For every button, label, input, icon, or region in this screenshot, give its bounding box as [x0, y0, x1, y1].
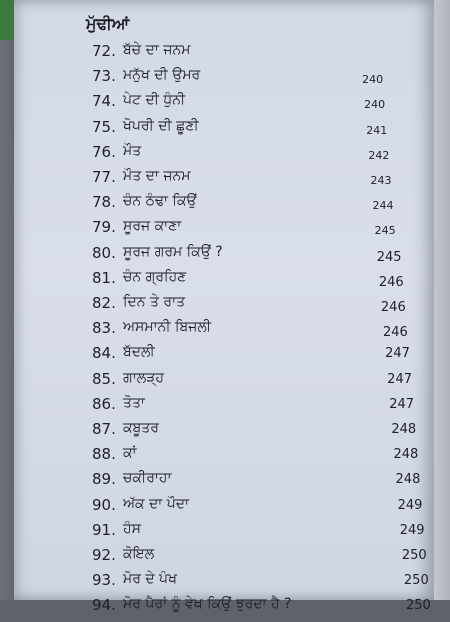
- toc-entry: [0, 193, 450, 219]
- entry-title: ਮੌਤ ਦਾ ਜਨਮ: [123, 168, 191, 184]
- entry-title: ਹੰਸ: [123, 520, 141, 537]
- entry-page-number: 248: [391, 422, 417, 437]
- entry-title: ਮੋਰ ਦੇ ਪੰਖ: [123, 571, 177, 588]
- entry-number: 76.: [92, 142, 116, 161]
- entry-page-number: 245: [376, 249, 402, 265]
- entry-number: 83.: [92, 319, 116, 338]
- entry-title: ਬੱਦਲੀ: [123, 344, 155, 361]
- toc-entry: [0, 168, 450, 194]
- entry-title: ਮੌਤ: [123, 142, 142, 159]
- entry-number: 75.: [92, 117, 116, 136]
- entry-page-number: 246: [383, 325, 408, 341]
- entry-number: 80.: [92, 243, 116, 262]
- entry-title: ਅੱਕ ਦਾ ਪੌਦਾ: [123, 495, 190, 512]
- toc-entry: [0, 496, 450, 522]
- toc-entry: [0, 92, 450, 118]
- entry-title: ਚੰਨ ਠੰਢਾ ਕਿਉਂ: [123, 193, 197, 210]
- entry-number: 87.: [92, 420, 116, 438]
- toc-entry: [0, 344, 450, 370]
- toc-entry: [0, 269, 450, 295]
- entry-page-number: 250: [406, 598, 431, 614]
- entry-page-number: 243: [370, 174, 392, 187]
- entry-title: ਖੋਪਰੀ ਦੀ ਛੂਣੀ: [123, 117, 199, 134]
- entry-number: 91.: [92, 520, 116, 539]
- entry-number: 82.: [92, 294, 116, 312]
- entry-number: 74.: [92, 92, 116, 111]
- entry-page-number: 246: [378, 274, 404, 290]
- entry-page-number: 242: [368, 148, 390, 162]
- entry-number: 89.: [92, 470, 116, 489]
- entry-number: 94.: [92, 596, 116, 615]
- entry-page-number: 247: [389, 396, 415, 412]
- entry-title: ਸੂਰਜ ਕਾਣਾ: [123, 218, 182, 235]
- section-header: ਮੁੱਢੀਆਂ: [86, 14, 130, 33]
- entry-page-number: 249: [397, 497, 423, 513]
- entry-number: 85.: [92, 369, 116, 388]
- toc-entry: [0, 294, 450, 320]
- entry-title: ਪੇਟ ਦੀ ਧੁੰਨੀ: [123, 92, 186, 109]
- entry-number: 90.: [92, 495, 116, 514]
- entry-page-number: 240: [362, 73, 384, 87]
- entry-title: ਅਸਮਾਨੀ ਬਿਜਲੀ: [123, 319, 212, 336]
- entry-page-number: 250: [401, 548, 427, 563]
- toc-entry: [0, 244, 450, 270]
- entry-title: ਬੱਚੇ ਦਾ ਜਨਮ: [123, 42, 191, 58]
- toc-entry: [0, 395, 450, 421]
- toc-entry: [0, 571, 450, 597]
- entry-title: ਤੋਤਾ: [123, 394, 145, 411]
- entry-page-number: 249: [399, 522, 425, 538]
- entry-page-number: 250: [403, 573, 429, 589]
- entry-page-number: 246: [380, 300, 406, 315]
- entry-number: 84.: [92, 344, 116, 363]
- entry-title: ਮੋਰ ਪੈਰਾਂ ਨੂੰ ਵੇਖ ਕਿਉਂ ਝੁਰਦਾ ਹੈ ?: [123, 596, 292, 613]
- entry-page-number: 248: [393, 447, 419, 463]
- entry-number: 73.: [92, 67, 116, 86]
- entry-title: ਮਨੁੱਖ ਦੀ ਉਮਰ: [123, 67, 201, 84]
- entry-page-number: 244: [372, 199, 394, 213]
- toc-entry: [0, 118, 450, 144]
- toc-entry: [0, 546, 450, 572]
- entry-page-number: 240: [364, 98, 386, 112]
- toc-entry: [0, 370, 450, 396]
- toc-entry: [0, 319, 450, 345]
- entry-number: 81.: [92, 268, 116, 287]
- entry-number: 72.: [92, 42, 116, 60]
- entry-number: 78.: [92, 193, 116, 212]
- entry-title: ਚਕੀਰਾਹਾ: [123, 470, 172, 487]
- entry-title: ਦਿਨ ਤੇ ਰਾਤ: [123, 294, 186, 310]
- entry-number: 77.: [92, 168, 116, 186]
- toc-entry: [0, 218, 450, 244]
- toc-entry: [0, 42, 450, 68]
- entry-page-number: 241: [366, 123, 388, 137]
- entry-title: ਕਬੂਤਰ: [123, 420, 159, 436]
- entry-title: ਚੰਨ ਗ੍ਰਹਿਣ: [123, 268, 187, 285]
- entry-page-number: 245: [374, 224, 396, 238]
- entry-page-number: 247: [385, 346, 410, 362]
- toc-entry: [0, 596, 450, 622]
- entry-title: ਸੂਰਜ ਗਰਮ ਕਿਉਂ ?: [123, 243, 223, 260]
- toc-entry: [0, 445, 450, 471]
- entry-page-number: 247: [387, 371, 412, 387]
- entry-title: ਗਾਲੜ੍ਹ: [123, 369, 164, 386]
- entry-page-number: 248: [395, 472, 421, 488]
- entry-title: ਕੋਇਲ: [123, 546, 155, 562]
- toc-entry: [0, 67, 450, 93]
- entry-number: 86.: [92, 394, 116, 413]
- entry-title: ਕਾਂ: [123, 445, 137, 462]
- entry-number: 79.: [92, 218, 116, 237]
- entry-number: 88.: [92, 445, 116, 464]
- entry-number: 92.: [92, 546, 116, 564]
- toc-entry: [0, 143, 450, 169]
- entry-number: 93.: [92, 571, 116, 590]
- toc-entry: [0, 470, 450, 496]
- toc-entry: [0, 521, 450, 547]
- toc-entry: [0, 420, 450, 446]
